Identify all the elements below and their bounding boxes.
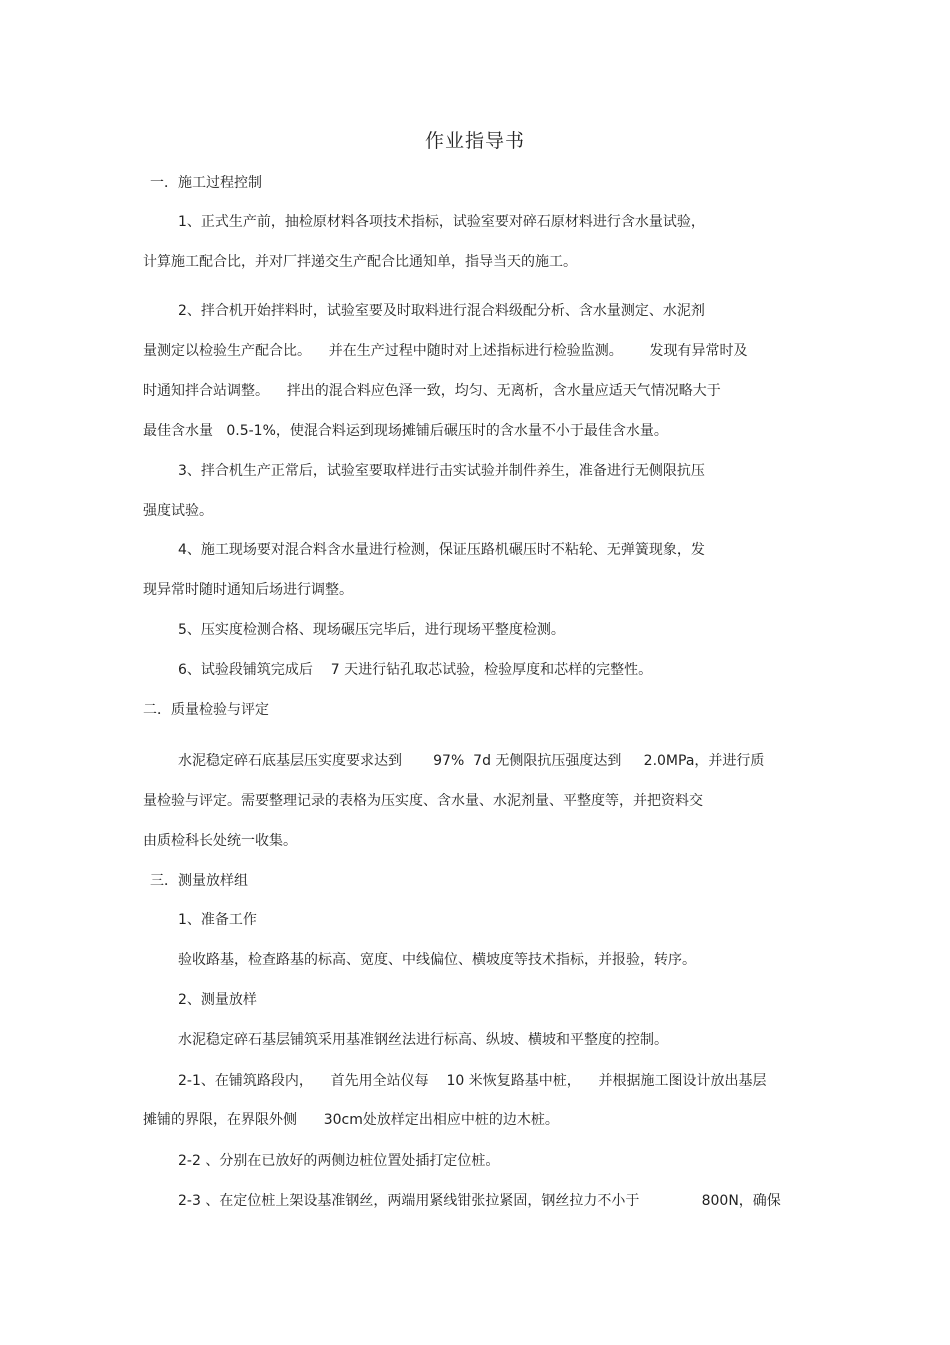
document-title: 作业指导书 bbox=[424, 130, 525, 152]
paragraph-line: 现异常时随时通知后场进行调整。 bbox=[143, 582, 353, 598]
paragraph-line: 强度试验。 bbox=[143, 503, 213, 519]
paragraph-line: 1、正式生产前，抽检原材料各项技术指标，试验室要对碎石原材料进行含水量试验， bbox=[178, 214, 705, 230]
subsection-heading-survey-layout: 2、测量放样 bbox=[178, 992, 257, 1008]
paragraph-line: 量检验与评定。需要整理记录的表格为压实度、含水量、水泥剂量、平整度等，并把资料交 bbox=[143, 793, 703, 809]
paragraph-line: 水泥稳定碎石底基层压实度要求达到 97% 7d 无侧限抗压强度达到 2.0MPa，并进行质 bbox=[178, 753, 765, 769]
paragraph-line: 量测定以检验生产配合比。 并在生产过程中随时对上述指标进行检验监测。 发现有异常时及 bbox=[143, 343, 748, 359]
paragraph-line: 2-1、在铺筑路段内， 首先用全站仪每 10 米恢复路基中桩， 并根据施工图设计放出基层 bbox=[178, 1073, 767, 1089]
paragraph-line: 3、拌合机生产正常后，试验室要取样进行击实试验并制件养生，准备进行无侧限抗压 bbox=[178, 463, 705, 479]
paragraph-line: 水泥稳定碎石基层铺筑采用基准钢丝法进行标高、纵坡、横坡和平整度的控制。 bbox=[178, 1032, 668, 1048]
paragraph-line: 计算施工配合比，并对厂拌递交生产配合比通知单，指导当天的施工。 bbox=[143, 254, 577, 270]
subsection-heading-preparation: 1、准备工作 bbox=[178, 912, 257, 928]
paragraph-line: 2、拌合机开始拌料时，试验室要及时取料进行混合料级配分析、含水量测定、水泥剂 bbox=[178, 303, 705, 319]
section-heading-construction-control: 一．施工过程控制 bbox=[150, 175, 262, 191]
paragraph-line: 验收路基，检查路基的标高、宽度、中线偏位、横坡度等技术指标，并报验，转序。 bbox=[178, 952, 696, 968]
paragraph-line: 摊铺的界限，在界限外侧 30cm处放样定出相应中桩的边木桩。 bbox=[143, 1112, 559, 1128]
section-heading-survey-group: 三．测量放样组 bbox=[150, 873, 248, 889]
paragraph-line: 4、施工现场要对混合料含水量进行检测，保证压路机碾压时不粘轮、无弹簧现象，发 bbox=[178, 542, 705, 558]
paragraph-line: 时通知拌合站调整。 拌出的混合料应色泽一致，均匀、无离析，含水量应适天气情况略大于 bbox=[143, 383, 721, 399]
paragraph-line: 2-3 、在定位桩上架设基准钢丝，两端用紧线钳张拉紧固，钢丝拉力不小于 800N，确保 bbox=[178, 1193, 781, 1209]
paragraph-line: 由质检科长处统一收集。 bbox=[143, 833, 297, 849]
paragraph-line: 6、试验段铺筑完成后 7 天进行钻孔取芯试验，检验厚度和芯样的完整性。 bbox=[178, 662, 653, 678]
paragraph-line: 2-2 、分别在已放好的两侧边桩位置处插打定位桩。 bbox=[178, 1153, 500, 1169]
paragraph-line: 最佳含水量 0.5-1%，使混合料运到现场摊铺后碾压时的含水量不小于最佳含水量。 bbox=[143, 423, 668, 439]
section-heading-quality-inspection: 二．质量检验与评定 bbox=[143, 702, 269, 718]
paragraph-line: 5、压实度检测合格、现场碾压完毕后，进行现场平整度检测。 bbox=[178, 622, 565, 638]
